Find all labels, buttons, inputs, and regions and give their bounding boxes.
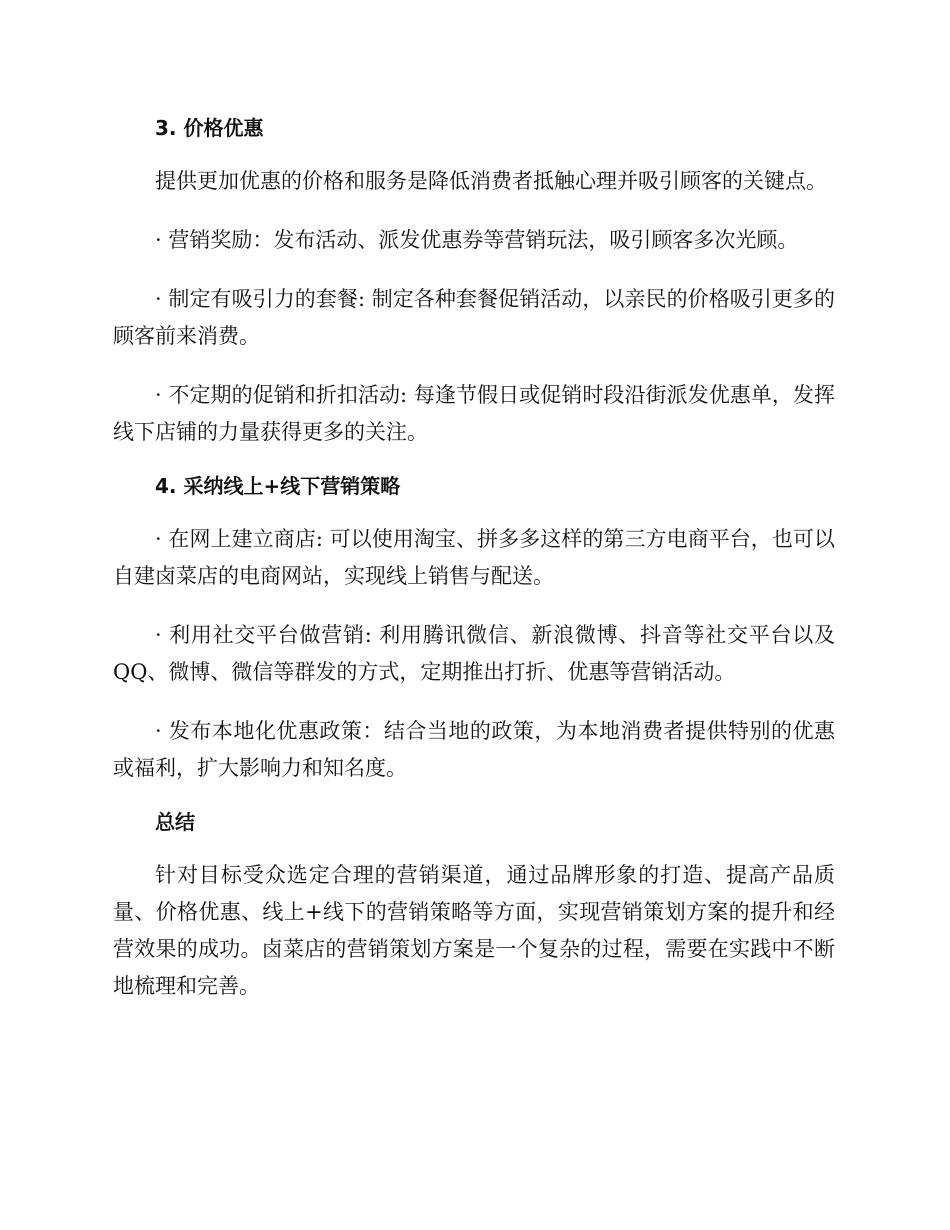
paragraph-price-intro: 提供更加优惠的价格和服务是降低消费者抵触心理并吸引顾客的关键点。 bbox=[155, 169, 827, 193]
paragraph-summary: 针对目标受众选定合理的营销渠道，通过品牌形象的打造、提高产品质量、价格优惠、线上+线下的营销策略等方面，实现营销策划方案的提升和经营效果的成功。卤菜店的营销策划方案是一个复杂的过程，需要在实践中不断地梳理和完善。 bbox=[113, 863, 835, 998]
paragraph-package-deal: · 制定有吸引力的套餐: 制定各种套餐促销活动，以亲民的价格吸引更多的顾客前来消费。 bbox=[113, 287, 835, 348]
document-page bbox=[113, 113, 835, 1005]
section-heading-summary: 总结 bbox=[155, 810, 195, 834]
paragraph-local-policy: · 发布本地化优惠政策：结合当地的政策，为本地消费者提供特别的优惠或福利，扩大影响力和知名度。 bbox=[113, 719, 835, 780]
paragraph-irregular-promotion: · 不定期的促销和折扣活动: 每逢节假日或促销时段沿街派发优惠单，发挥线下店铺的力量获得更多的关注。 bbox=[113, 383, 835, 444]
paragraph-marketing-reward: · 营销奖励：发布活动、派发优惠券等营销玩法，吸引顾客多次光顾。 bbox=[155, 228, 799, 252]
section-heading-online-offline: 4. 采纳线上+线下营销策略 bbox=[155, 474, 401, 498]
paragraph-social-marketing: · 利用社交平台做营销: 利用腾讯微信、新浪微博、抖音等社交平台以及QQ、微博、微信等群发的方式，定期推出打折、优惠等营销活动。 bbox=[113, 623, 835, 684]
section-heading-price: 3. 价格优惠 bbox=[155, 116, 264, 140]
paragraph-online-store: · 在网上建立商店: 可以使用淘宝、拼多多这样的第三方电商平台，也可以自建卤菜店的电商网站，实现线上销售与配送。 bbox=[113, 527, 835, 588]
